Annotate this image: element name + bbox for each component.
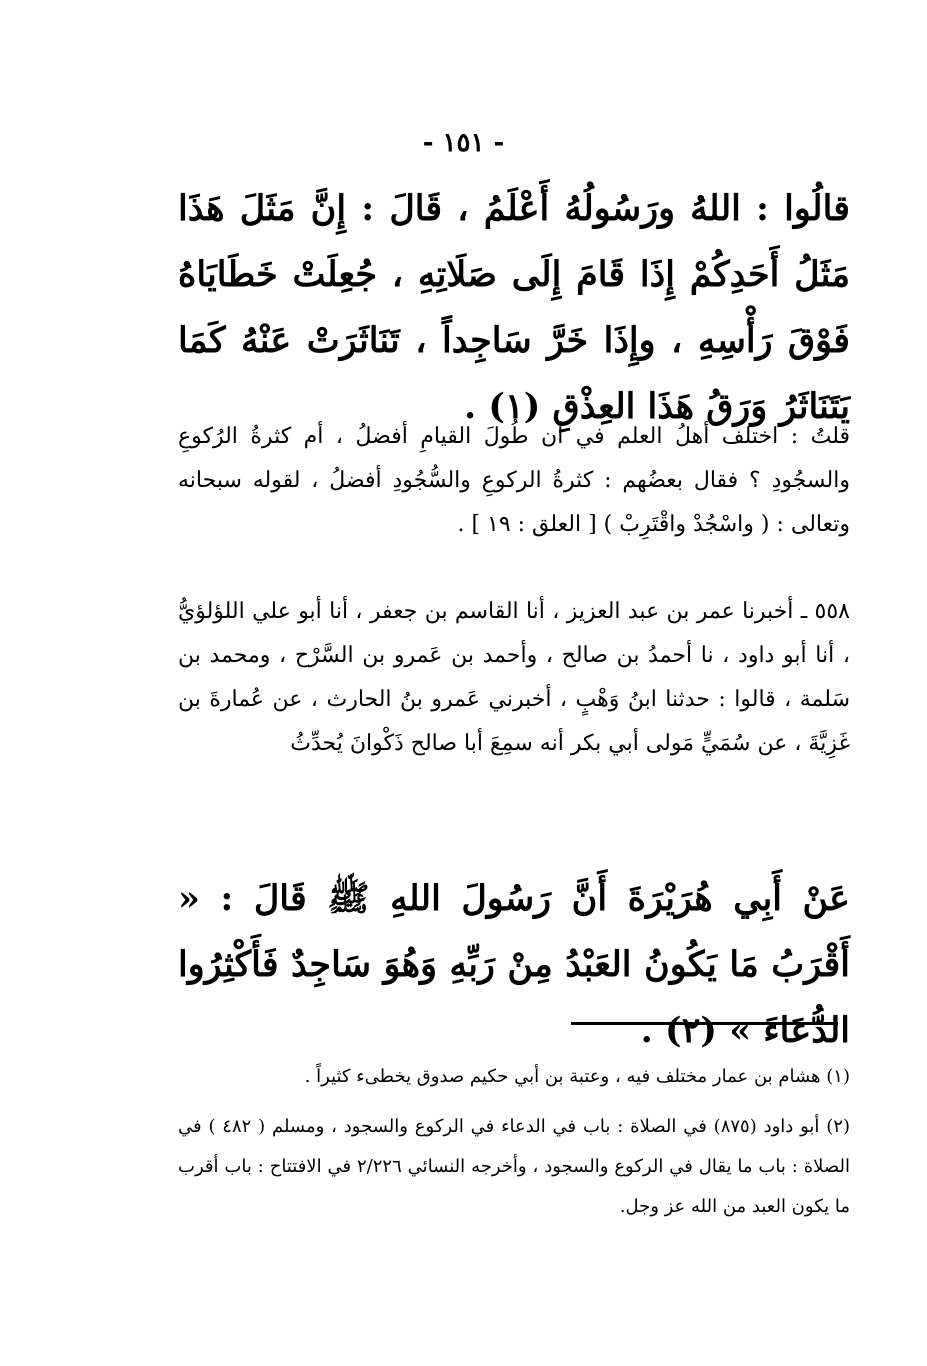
page-number: - ١٥١ - (422, 128, 505, 158)
hadith-text-block (178, 176, 850, 440)
isnad-paragraph (178, 590, 850, 766)
commentary-paragraph (178, 415, 850, 547)
footnote: (٢) أبو داود (٨٧٥) في الصلاة : باب في الدعاء في الركوع والسجود ، ومسلم ( ٤٨٢ ) في الصلاة : باب ما يقال في الركوع والسجود ، وأخرجه النسائي ٢/٢٢٦ في الافتتاح : باب أقرب ما يكون العبد من الله عز وجل. (178, 1116, 851, 1217)
commentary-text: قلتُ : اختلف أهلُ العلم في أن طُولَ القيامِ أفضلُ ، أم كثرةُ الرُكوعِ والسجُودِ ؟ فقال بعضُهم : كثرةُ الركوعِ والسُّجُودِ أفضلُ ، لقوله سبحانه وتعالى : ( واسْجُدْ واقْتَرِبْ ) [ العلق : ١٩ ] . (178, 424, 850, 537)
isnad-text: ٥٥٨ ـ أخبرنا عمر بن عبد العزيز ، أنا القاسم بن جعفر ، أنا أبو علي اللؤلؤيُّ ، أنا أبو داود ، نا أحمدُ بن صالح ، وأحمد بن عَمرو بن السَّرْح ، ومحمد بن سَلمة ، قالوا : حدثنا ابنُ وَهْبٍ ، أخبرني عَمرو بنُ الحارث ، عن عُمارةَ بن غَزِيَّةَ ، عن سُمَيٍّ مَولى أبي بكر أنه سمِعَ أبا صالح ذَكْوانَ يُحدِّثُ (178, 599, 850, 756)
footnote: (١) هشام بن عمار مختلف فيه ، وعتبة بن أبي حكيم صدوق يخطىء كثيراً . (304, 1066, 850, 1087)
hadith-text: عَنْ أَبِي هُرَيْرَةَ أَنَّ رَسُولَ اللهِ ﷺ قَالَ : « أَقْرَبُ مَا يَكُونُ العَبْدُ مِنْ رَبِّهِ وَهُوَ سَاجِدٌ فَأَكْثِرُوا الدُّعَاءَ » (٢) . (178, 878, 850, 1051)
footnote-separator (571, 1022, 838, 1025)
hadith-text: قالُوا : اللهُ ورَسُولُهُ أَعْلَمُ ، قَالَ : إِنَّ مَثَلَ هَذَا مَثَلُ أَحَدِكُمْ إِذَا قَامَ إِلَى صَلَاتِهِ ، جُعِلَتْ خَطَايَاهُ فَوْقَ رَأْسِهِ ، وإِذَا خَرَّ سَاجِداً ، تَنَاثَرَتْ عَنْهُ كَمَا يَتَنَاثَرُ وَرَقُ هَذَا العِذْقِ (١) . (178, 188, 850, 427)
footnotes (178, 1057, 850, 1237)
hadith-text-block (178, 866, 850, 1064)
